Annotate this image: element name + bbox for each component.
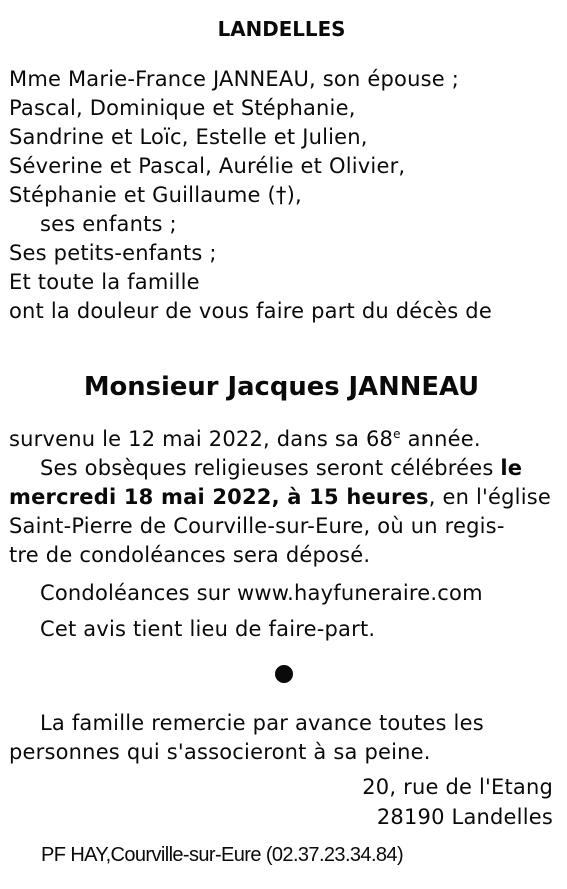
thanks-line-1: La famille remercie par avance toutes les <box>40 711 484 735</box>
family-line-children-3: Séverine et Pascal, Aurélie et Olivier, <box>9 154 406 178</box>
funeral-line-4: tre de condoléances sera déposé. <box>9 543 371 567</box>
family-line-children-1: Pascal, Dominique et Stéphanie, <box>9 96 356 120</box>
address-street: 20, rue de l'Etang <box>362 775 553 799</box>
thanks-line-2: personnes qui s'associeront à sa peine. <box>9 740 431 764</box>
death-date-line <box>9 424 481 454</box>
funeral-place-start: , en l'église <box>428 485 552 509</box>
funeral-date: mercredi 18 mai 2022, à 15 heures <box>9 485 429 509</box>
condolences-line: Condoléances sur www.hayfuneraire.com <box>40 581 483 605</box>
funeral-date-start: le <box>500 456 523 480</box>
town-heading: LANDELLES <box>217 17 346 41</box>
ordinal-superscript: e <box>393 427 401 441</box>
funeral-line-1 <box>40 453 522 483</box>
death-year-text: année. <box>400 427 481 451</box>
funeral-line-3: Saint-Pierre de Courville-sur-Eure, où un regis- <box>9 514 505 538</box>
separator-dot <box>275 665 293 683</box>
family-line-grandchildren: Ses petits-enfants ; <box>9 241 217 265</box>
address-city: 28190 Landelles <box>376 805 553 829</box>
deceased-name: Monsieur Jacques JANNEAU <box>83 372 480 402</box>
funeral-text: Ses obsèques religieuses seront célébrées <box>40 456 501 480</box>
funeral-home-line: PF HAY,Courville-sur-Eure (02.37.23.34.84) <box>41 844 404 866</box>
family-line-children-label: ses enfants ; <box>40 212 177 236</box>
announcement-line: ont la douleur de vous faire part du décès de <box>9 299 492 323</box>
family-line-children-4: Stéphanie et Guillaume (†), <box>9 183 302 207</box>
family-line-whole-family: Et toute la famille <box>9 270 200 294</box>
funeral-line-2 <box>9 482 551 512</box>
faire-part-line: Cet avis tient lieu de faire-part. <box>40 617 376 641</box>
family-line-spouse: Mme Marie-France JANNEAU, son épouse ; <box>9 67 459 91</box>
family-line-children-2: Sandrine et Loïc, Estelle et Julien, <box>9 125 368 149</box>
death-date-text: survenu le 12 mai 2022, dans sa 68 <box>9 427 394 451</box>
